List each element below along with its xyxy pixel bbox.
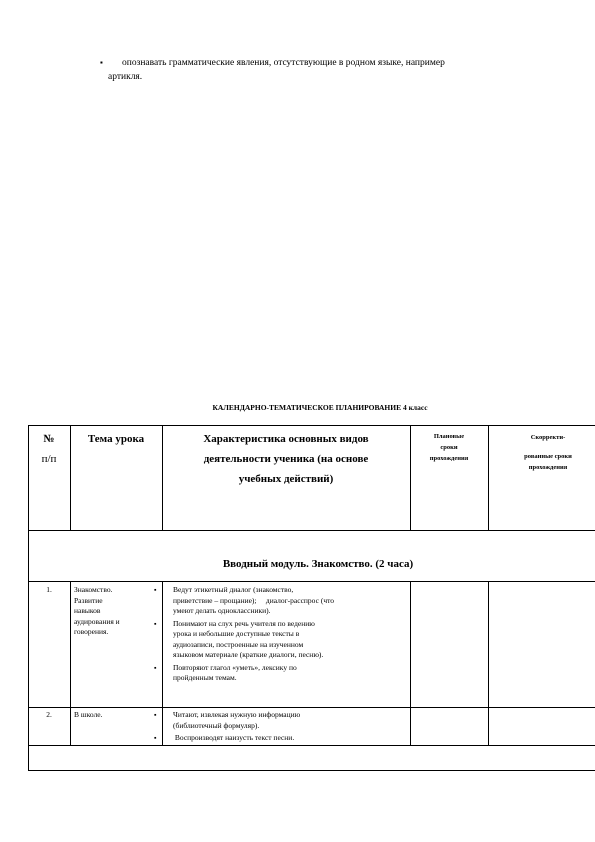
- topic-line: Знакомство.: [74, 585, 113, 594]
- header-number-line: п/п: [41, 453, 57, 465]
- list-item: [154, 585, 409, 617]
- item-line: (библиотечный формуляр).: [173, 720, 260, 730]
- header-adj-line: Скорректи-: [530, 434, 566, 441]
- bullet-marker: ▪: [100, 58, 103, 67]
- header-plan-line: прохождения: [429, 455, 469, 462]
- header-number: [28, 429, 70, 469]
- topic-line: говорения.: [74, 627, 109, 636]
- item-line: языковом материале (краткие диалоги, песню).: [173, 650, 324, 659]
- intro-line-1: опознавать грамматические явления, отсутствующие в родном языке, например: [122, 58, 445, 68]
- header-char-line: Характеристика основных видов: [203, 433, 369, 445]
- header-adjusted-dates: [488, 432, 595, 473]
- row-1-activities: [154, 585, 409, 686]
- item-line: Читают, извлекая нужную информацию: [173, 710, 301, 719]
- module-title: Вводный модуль. Знакомство. (2 часа): [222, 558, 414, 570]
- intro-bullet-item: [100, 56, 540, 84]
- row-1-number: 1.: [46, 585, 52, 594]
- header-divider: [28, 530, 595, 531]
- header-adj-line: рованные сроки: [524, 453, 572, 460]
- item-line: умеют делать одноклассники).: [173, 606, 271, 615]
- item-line: пройденным темам.: [173, 673, 237, 682]
- header-topic: [70, 429, 162, 449]
- item-line: аудиозаписи, построенные на изученном: [173, 639, 304, 649]
- row-1-topic: [74, 585, 160, 638]
- plan-table: [28, 425, 595, 771]
- topic-line: Развитие: [74, 595, 103, 605]
- list-item: [154, 710, 409, 731]
- header-plan-line: сроки: [440, 444, 458, 451]
- item-line: приветствие – прощание); диалог-расспрос (что: [173, 595, 335, 605]
- header-char-line: деятельности ученика (на основе: [203, 453, 369, 465]
- topic-line: навыков: [74, 606, 101, 615]
- bullet-marker: ▪: [154, 619, 157, 628]
- item-line: Ведут этикетный диалог (знакомство,: [173, 585, 294, 594]
- plan-title: КАЛЕНДАРНО-ТЕМАТИЧЕСКОЕ ПЛАНИРОВАНИЕ 4 класс: [212, 403, 428, 412]
- list-item: [154, 618, 409, 661]
- col-divider: [70, 581, 71, 745]
- header-char-line: учебных действий): [238, 473, 334, 485]
- intro-line-2: артикля.: [108, 72, 143, 82]
- item-line: урока и небольшие доступные тексты в: [173, 629, 300, 638]
- row-2-topic: [74, 710, 160, 721]
- header-plan-line: Плановые: [433, 433, 465, 440]
- header-number-line: №: [43, 433, 55, 445]
- table-border-top: [28, 425, 595, 426]
- item-line: Повторяют глагол «уметь», лексику по: [173, 662, 297, 672]
- header-characteristics: [162, 429, 410, 489]
- header-adj-line: прохождения: [528, 464, 568, 471]
- bullet-marker: ▪: [154, 663, 157, 672]
- module-divider: [28, 581, 595, 582]
- row-2-number: 2.: [46, 710, 52, 719]
- item-line: Воспроизводят наизусть текст песни.: [173, 733, 295, 742]
- topic-line: аудирования и: [74, 616, 120, 626]
- item-line: Понимают на слух речь учителя по ведению: [173, 618, 315, 628]
- header-topic-text: Тема урока: [87, 433, 145, 445]
- col-divider: [488, 581, 489, 745]
- row-divider: [28, 707, 595, 708]
- table-border-bottom: [28, 770, 595, 771]
- bullet-marker: ▪: [154, 586, 157, 594]
- list-item: [154, 662, 409, 684]
- list-item: [154, 733, 409, 744]
- row-2-activities: [154, 710, 409, 746]
- topic-line: В школе.: [74, 710, 103, 719]
- col-divider: [410, 581, 411, 745]
- bullet-marker: ▪: [154, 711, 157, 719]
- bullet-marker: ▪: [154, 734, 157, 742]
- header-planned-dates: [410, 431, 488, 464]
